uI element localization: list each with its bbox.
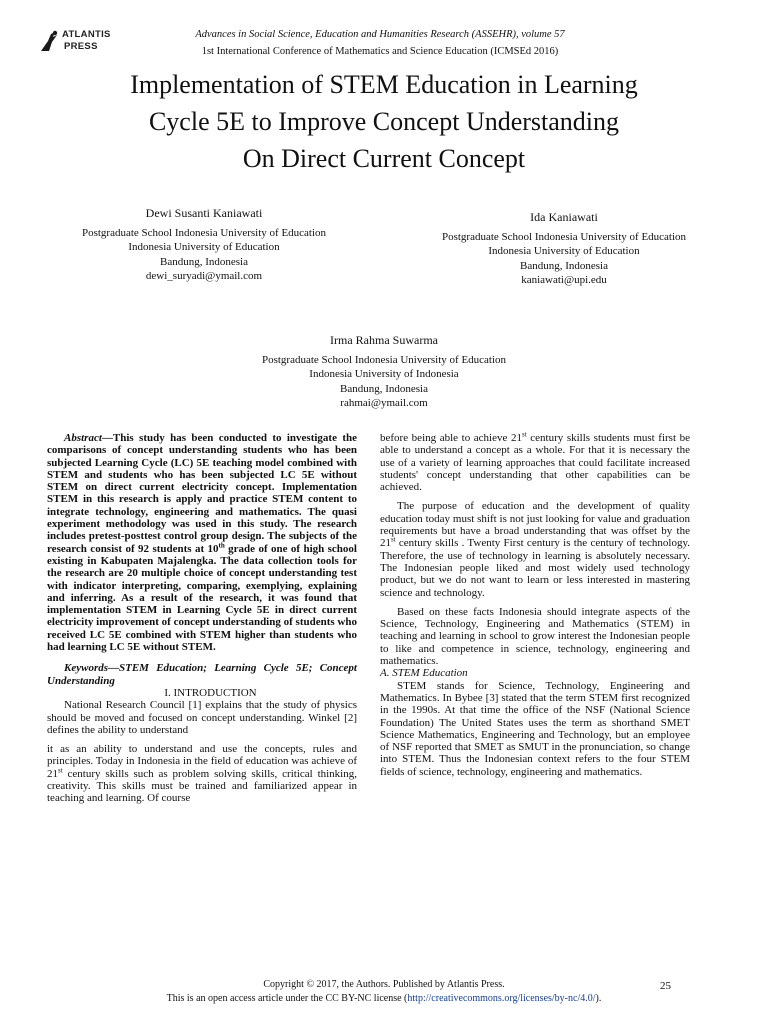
author-block-1 xyxy=(40,206,368,284)
abstract-label: Abstract xyxy=(64,432,102,444)
author-institution: Indonesia University of Education xyxy=(128,241,280,253)
author-block-3 xyxy=(200,333,568,411)
author-name: Irma Rahma Suwarma xyxy=(330,333,438,347)
author-institution: Indonesia University of Indonesia xyxy=(309,368,459,380)
author-email: rahmai@ymail.com xyxy=(340,397,428,409)
section-heading-introduction: I. INTRODUCTION xyxy=(164,686,257,699)
body-paragraph: before being able to achieve 21st century skills students must first be able to understand a concept as a whole. For that it is necessary the use of a variety of learning approaches that could facilitate increased students' concept understanding that other capabilities can be achieved. xyxy=(380,430,691,494)
keywords: Keywords—STEM Education; Learning Cycle 5E; Concept Understanding xyxy=(47,662,357,687)
author-affiliation: Postgraduate School Indonesia University of Education xyxy=(81,226,327,239)
conference-header: 1st International Conference of Mathematics and Science Education (ICMSEd 2016) xyxy=(201,46,559,57)
license-link[interactable]: http://creativecommons.org/licenses/by-nc/4.0/ xyxy=(407,993,596,1004)
paper-title xyxy=(60,66,708,177)
body-paragraph: Based on these facts Indonesia should integrate aspects of the Science, Technology, Engineering and Mathematics (STEM) in teaching and learning in school to grow interest the Indonesian people to like and competence in science, technology, engineering and mathematics. xyxy=(380,605,690,668)
title-line: On Direct Current Concept xyxy=(242,144,526,173)
author-city: Bandung, Indonesia xyxy=(340,382,428,395)
author-city: Bandung, Indonesia xyxy=(520,259,608,272)
body-paragraph: The purpose of education and the development of quality education today must shift is not just looking for value and graduation requirements but have a broad understanding that was offset by the 21st century skills . Twenty First century is the century of technology. Therefore, the use of technology in learning is absolutely necessary. The Indonesian people liked and most widely used technology product, but we do not want to learn or less interested in mastering science and technology. xyxy=(380,500,690,599)
intro-paragraph: it as an ability to understand and use the concepts, rules and principles. Today in Indonesia in the field of education was achieve of 21st century skills such as problem solving skills, critical thinking, creativity. This skills must be trained and familiarized appear in teaching and learning. Of course xyxy=(47,743,357,805)
right-column xyxy=(380,432,690,778)
title-line: Cycle 5E to Improve Concept Understanding xyxy=(148,107,620,136)
abstract: Abstract—This study has been conducted to investigate the comparisons of concept understanding students who has been subjected Learning Cycle (LC) 5E teaching model combined with STEM and students who has been subjected LC 5E without STEM on direct current electricity concept. Implementation STEM in this research is apply and practice STEM content to integrate technology, engineering and mathematics. The quasi experiment methodology was used in this study. The research includes pretest-posttest control group design. The subjects of the research consist of 92 students at 10th grade of one of high school existing in Kabupaten Majalengka. The data collection tools for the research are 20 multiple choice of concept understanding test with indicator interpreting, comparing, exemplying, explaining and inferring. As a result of the research, it was found that implementation STEM in Learning Cycle 5E in direct current electricity improvement of concept understanding of students who received LC 5E combined with STEM higher than students who had learning LC 5E without STEM. xyxy=(47,432,357,654)
author-name: Ida Kaniawati xyxy=(530,210,598,224)
license-notice: This is an open access article under the CC BY-NC license (http://creativecommons.org/licenses/by-nc/4.0/). xyxy=(166,993,602,1004)
author-email: kaniawati@upi.edu xyxy=(521,274,607,286)
title-line: Implementation of STEM Education in Learning xyxy=(130,70,638,99)
author-block-2 xyxy=(400,210,728,288)
body-paragraph: STEM stands for Science, Technology, Engineering and Mathematics. In Bybee [3] stated that the term STEM first recognized in the 1990s. At that time the office of the NSF (National Science Foundation) The United States uses the term as shorthand SMET Science Mathematics, Engineering and Technology, but an employee of NSF reported that SMET as SMUT in the pronunciation, so change into STEM. Thus the Indonesian context refers to the four STEM fields of science, technology, engineering and mathematics. xyxy=(380,679,690,778)
author-affiliation: Postgraduate School Indonesia University of Education xyxy=(441,230,687,243)
subsection-heading-stem-education: A. STEM Education xyxy=(380,667,468,680)
publisher-name: ATLANTIS PRESS xyxy=(62,29,111,52)
author-institution: Indonesia University of Education xyxy=(488,245,640,257)
intro-paragraph: National Research Council [1] explains that the study of physics should be moved and focused on concept understanding. Winkel [2] defines the ability to understand xyxy=(47,699,357,736)
left-column xyxy=(47,432,357,805)
author-affiliation: Postgraduate School Indonesia University of Education xyxy=(261,353,507,366)
author-name: Dewi Susanti Kaniawati xyxy=(145,206,263,220)
author-city: Bandung, Indonesia xyxy=(160,255,248,268)
page-number: 25 xyxy=(660,980,671,992)
atlantis-figure-icon xyxy=(38,29,64,55)
author-email: dewi_suryadi@ymail.com xyxy=(145,270,263,282)
copyright-notice: Copyright © 2017, the Authors. Published by Atlantis Press. xyxy=(263,979,505,990)
journal-header: Advances in Social Science, Education and Humanities Research (ASSEHR), volume 57 xyxy=(195,29,565,40)
publisher-logo xyxy=(38,27,138,57)
